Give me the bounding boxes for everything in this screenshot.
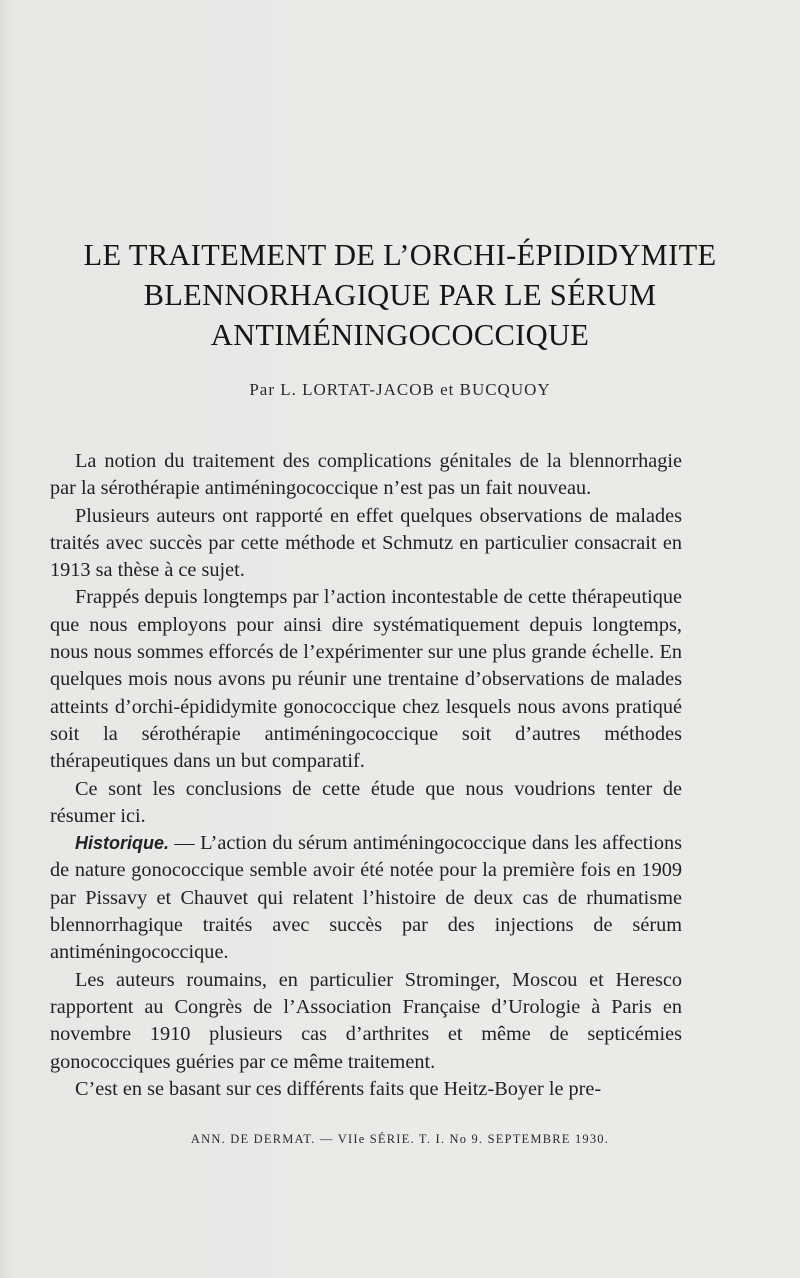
journal-footer: ANN. DE DERMAT. — VIIe SÉRIE. T. I. No 9. SEPTEMBRE 1930. bbox=[190, 1132, 610, 1146]
historique-text: — L’action du sérum antiméningococcique dans les affections de nature gonococcique semble avoir été notée pour la première fois en 1909 par Pissavy et Chauvet qui relatent l’histoire de deux cas de rhumatisme blennorrhagique traités avec succès par des injections de sérum antiméningococcique. bbox=[50, 832, 682, 964]
section-heading-historique: Historique. bbox=[75, 833, 170, 854]
historique-paragraph bbox=[50, 830, 682, 966]
title-line-3: ANTIMÉNINGOCOCCIQUE bbox=[210, 318, 590, 352]
paragraph-7: C’est en se basant sur ces différents faits que Heitz-Boyer le pre- bbox=[75, 1077, 602, 1100]
article-body bbox=[50, 448, 682, 1103]
paragraph-6: Les auteurs roumains, en particulier Strominger, Moscou et Heresco rapportent au Congrès de l’Association Française d’Urologie à Paris en novembre 1910 plusieurs cas d’arthrites et même de septicémies gonococciques guéries par ce même traitement. bbox=[50, 968, 682, 1073]
paragraph-3: Frappés depuis longtemps par l’action incontestable de cette thérapeutique que nous employons pour ainsi dire systématiquement depuis longtemps, nous nous sommes efforcés de l’expérimenter sur une plus grande échelle. En quelques mois nous avons pu réunir une trentaine d’observations de malades atteints d’orchi-épididymite gonococcique chez lesquels nous avons pratiqué soit la sérothérapie antiméningococcique soit d’autres méthodes thérapeutiques dans un but comparatif. bbox=[50, 586, 682, 773]
article-title bbox=[40, 235, 760, 355]
paragraph-2: Plusieurs auteurs ont rapporté en effet quelques observations de malades traités avec succès par cette méthode et Schmutz en particulier consacrait en 1913 sa thèse à ce sujet. bbox=[50, 504, 682, 582]
paragraph-1: La notion du traitement des complications génitales de la blennorrhagie par la sérothérapie antiméningococcique n’est pas un fait nouveau. bbox=[50, 450, 682, 500]
paragraph-4: Ce sont les conclusions de cette étude que nous voudrions tenter de résumer ici. bbox=[50, 777, 682, 827]
title-line-2: BLENNORHAGIQUE PAR LE SÉRUM bbox=[143, 278, 657, 312]
author-byline: Par L. LORTAT-JACOB et BUCQUOY bbox=[249, 380, 551, 399]
title-line-1: LE TRAITEMENT DE L’ORCHI-ÉPIDIDYMITE bbox=[83, 238, 717, 272]
